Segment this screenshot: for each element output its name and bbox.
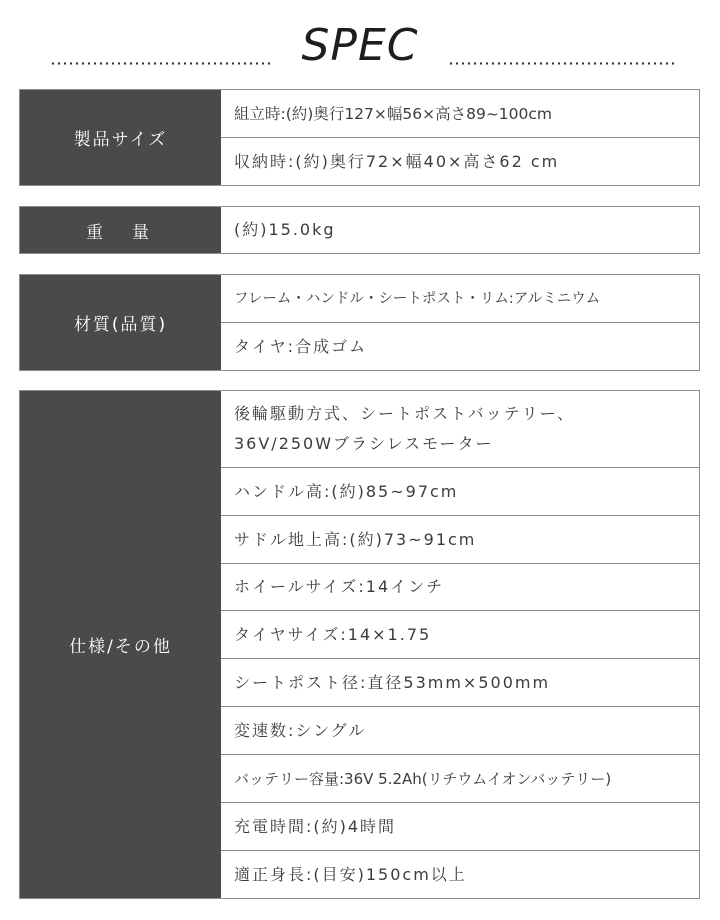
dotted-rule-left bbox=[50, 62, 272, 65]
spec-title: SPEC bbox=[301, 20, 419, 71]
specs-label: 仕様/その他 bbox=[20, 391, 221, 898]
size-row-assembled: 組立時:(約)奥行127×幅56×高さ89~100cm bbox=[234, 104, 553, 123]
specs-row-battery: バッテリー容量:36V 5.2Ah(リチウムイオンバッテリー) bbox=[221, 754, 699, 802]
weight-label: 重 量 bbox=[20, 207, 221, 253]
material-row-frame: フレーム・ハンドル・シートポスト・リム:アルミニウム bbox=[234, 290, 601, 307]
dotted-rule-right bbox=[448, 62, 676, 65]
spec-heading bbox=[0, 18, 720, 78]
specs-rows bbox=[221, 391, 699, 898]
weight-table bbox=[19, 206, 700, 254]
specs-row-rider-height: 適正身長:(目安)150cm以上 bbox=[221, 850, 699, 898]
specs-table bbox=[19, 390, 700, 899]
material-row-tire: タイヤ:合成ゴム bbox=[221, 322, 699, 370]
size-rows bbox=[221, 90, 699, 185]
size-row-folded: 収納時:(約)奥行72×幅40×高さ62 cm bbox=[221, 137, 699, 185]
specs-row-drive-line1: 後輪駆動方式、シートポストバッテリー、 bbox=[234, 404, 576, 423]
specs-row-drive bbox=[221, 391, 699, 467]
specs-row-drive-line2: 36V/250Wブラシレスモーター bbox=[234, 434, 494, 453]
specs-row-tire-size: タイヤサイズ:14×1.75 bbox=[221, 610, 699, 658]
specs-row-handle-height: ハンドル高:(約)85~97cm bbox=[221, 467, 699, 515]
weight-row: (約)15.0kg bbox=[234, 220, 336, 239]
size-table bbox=[19, 89, 700, 186]
specs-row-seatpost-diameter: シートポスト径:直径53mm×500mm bbox=[221, 658, 699, 706]
specs-row-saddle-height: サドル地上高:(約)73~91cm bbox=[221, 515, 699, 563]
specs-row-wheel-size: ホイールサイズ:14インチ bbox=[221, 563, 699, 610]
specs-row-gears: 変速数:シングル bbox=[221, 706, 699, 754]
material-label: 材質(品質) bbox=[20, 275, 221, 370]
material-table bbox=[19, 274, 700, 371]
size-label: 製品サイズ bbox=[20, 90, 221, 185]
specs-row-charge-time: 充電時間:(約)4時間 bbox=[221, 802, 699, 850]
material-rows bbox=[221, 275, 699, 370]
weight-rows bbox=[221, 207, 699, 253]
